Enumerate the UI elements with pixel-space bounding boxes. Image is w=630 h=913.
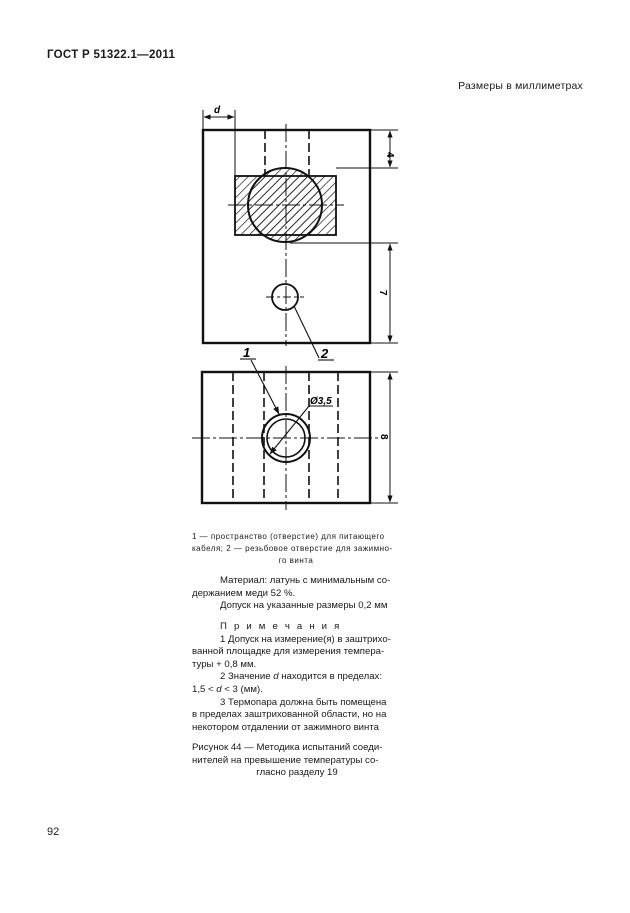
legend-line: го винта <box>278 556 314 565</box>
note-line: некотором отдалении от зажимного винта <box>192 721 379 733</box>
note-text: 1,5 < <box>192 683 217 695</box>
material-line: Материал: латунь с минимальным со- <box>220 575 391 586</box>
figure-legend <box>192 531 400 567</box>
leader-line-2 <box>294 306 319 358</box>
dim-label-7: 7 <box>377 290 388 296</box>
dim-label-diameter: Ø3,5 <box>310 396 332 407</box>
material-block <box>192 575 402 613</box>
tolerance-line: Допуск на указанные размеры 0,2 мм <box>220 600 388 612</box>
caption-line: нителей на превышение температуры со- <box>192 754 379 766</box>
legend-line: кабеля; 2 — резьбовое отверстие для зажимно- <box>192 544 393 553</box>
note-line: 3 Термопара должна быть помещена <box>220 696 387 708</box>
note-variable: d <box>273 671 279 683</box>
note-line: 1 Допуск на измерение(я) в заштрихо- <box>220 633 391 645</box>
figure-caption <box>192 742 402 780</box>
dim-label-8: 8 <box>378 434 389 440</box>
material-line: держанием меди 52 %. <box>192 587 296 599</box>
units-note: Размеры в миллиметрах <box>458 80 583 92</box>
leader-line-1 <box>251 360 279 414</box>
note-variable: d <box>216 683 222 695</box>
note-text: < 3 (мм). <box>221 683 263 695</box>
page-number: 92 <box>47 826 60 838</box>
note-line: в пределах заштрихованной области, но на <box>192 709 387 721</box>
caption-line: Рисунок 44 — Методика испытаний соеди- <box>192 742 383 753</box>
note-line: туры + 0,8 мм. <box>192 658 257 670</box>
dim-label-d: d <box>214 105 221 116</box>
callout-1: 1 <box>243 345 251 360</box>
note-text: 2 Значение <box>220 671 274 683</box>
caption-line: гласно разделу 19 <box>256 767 338 779</box>
note-text: находится в пределах: <box>278 671 383 683</box>
note-line: ванной площадке для измерения темпера- <box>192 646 385 658</box>
note-line <box>192 671 402 684</box>
dim-label-4: 4 <box>384 152 395 158</box>
running-header: ГОСТ Р 51322.1—2011 <box>47 49 176 61</box>
notes-block <box>192 621 402 734</box>
note-line <box>192 684 402 697</box>
callout-2: 2 <box>321 346 329 361</box>
legend-line: 1 — пространство (отверстие) для питающего <box>192 532 385 541</box>
notes-title: П р и м е ч а н и я <box>220 621 342 632</box>
